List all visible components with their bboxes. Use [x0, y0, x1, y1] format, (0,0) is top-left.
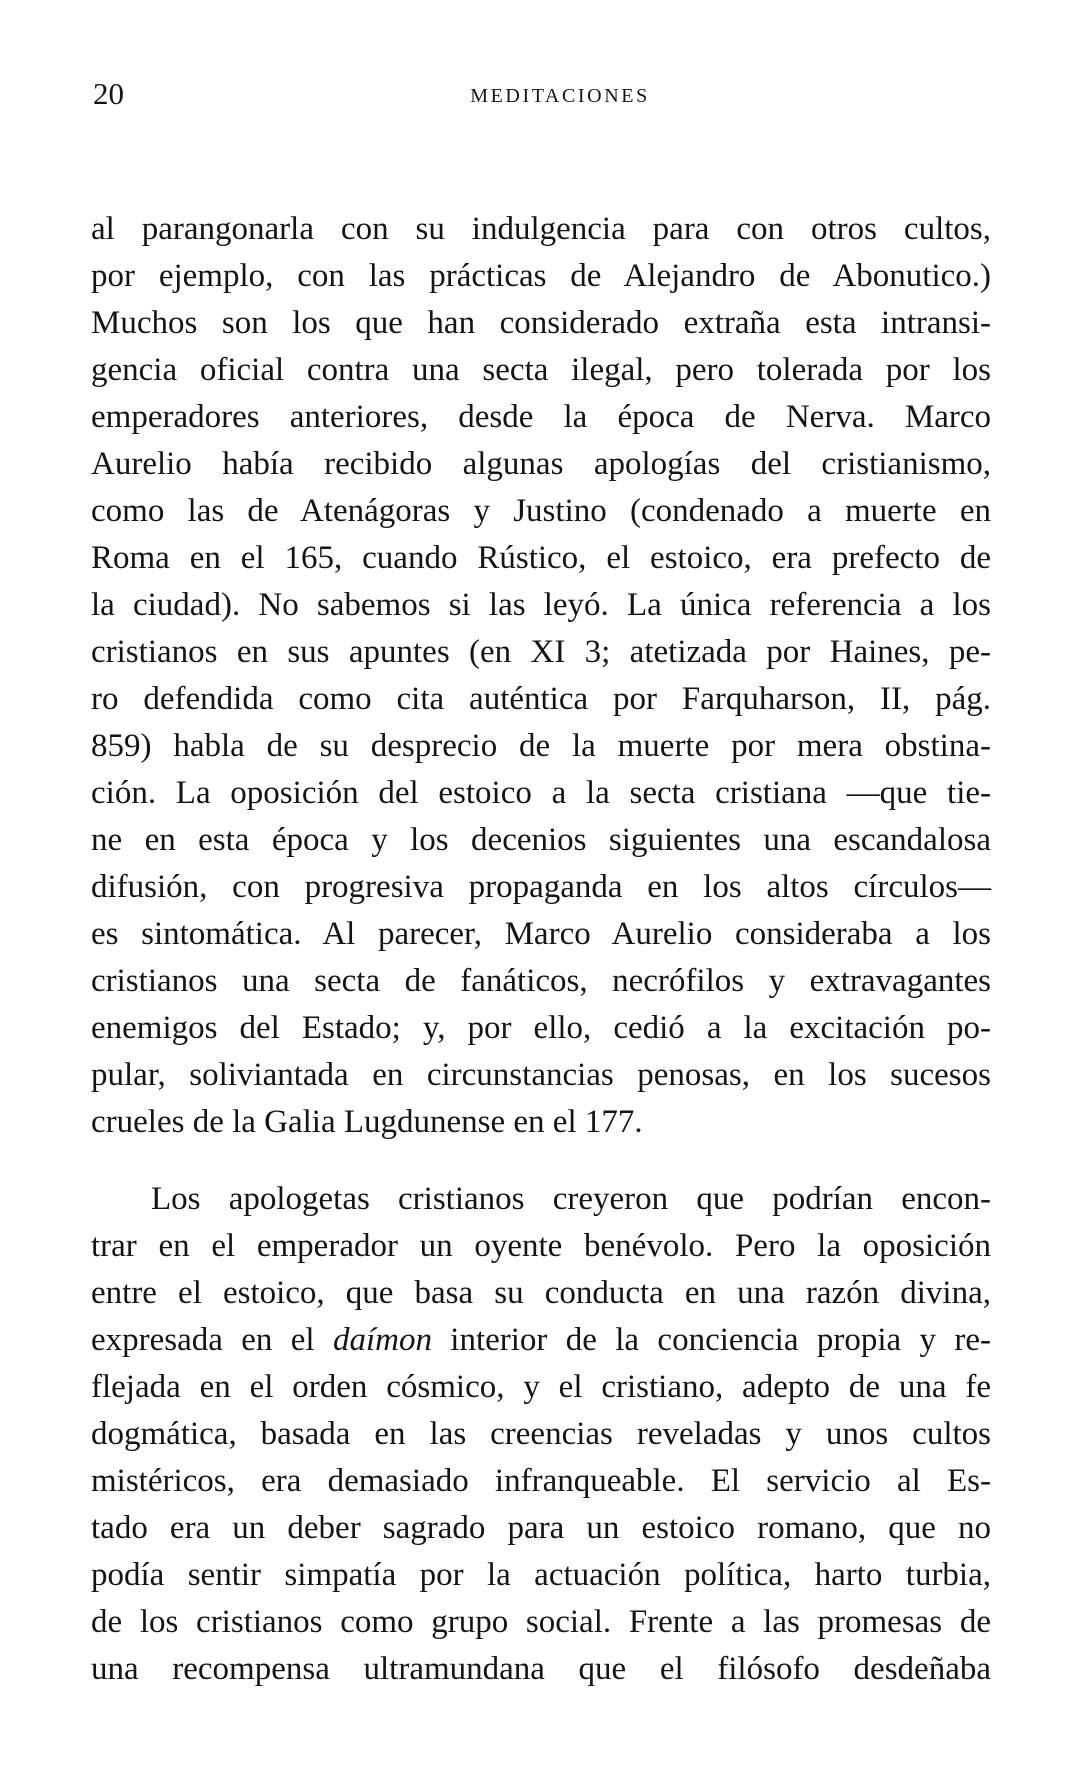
- text-line: al parangonarla con su indulgencia para con otros cultos,: [91, 211, 991, 247]
- text-line: Aurelio había recibido algunas apologías del cristianismo,: [91, 446, 991, 482]
- text-line: entre el estoico, que basa su conducta en una razón divina,: [91, 1275, 991, 1311]
- text-line: 859) habla de su desprecio de la muerte por mera obstina-: [91, 728, 991, 764]
- text-run: expresada en el: [91, 1322, 333, 1358]
- running-head: MEDITACIONES: [470, 85, 650, 107]
- text-line: tado era un deber sagrado para un estoico romano, que no: [91, 1510, 991, 1546]
- text-line: [91, 1317, 991, 1364]
- text-line: trar en el emperador un oyente benévolo. Pero la oposición: [91, 1228, 991, 1264]
- paragraph-2: [91, 1176, 991, 1693]
- text-line: pular, soliviantada en circunstancias penosas, en los sucesos: [91, 1057, 991, 1093]
- page-number: 20: [93, 76, 124, 111]
- text-line: ro defendida como cita auténtica por Farquharson, II, pág.: [91, 681, 991, 717]
- text-line: flejada en el orden cósmico, y el cristiano, adepto de una fe: [91, 1369, 991, 1405]
- paragraph-1: [91, 206, 991, 1146]
- text-line: emperadores anteriores, desde la época de Nerva. Marco: [91, 399, 991, 435]
- text-line: por ejemplo, con las prácticas de Alejandro de Abonutico.): [91, 258, 991, 294]
- text-line: como las de Atenágoras y Justino (condenado a muerte en: [91, 493, 991, 529]
- text-line: es sintomática. Al parecer, Marco Aurelio consideraba a los: [91, 916, 991, 952]
- text-line: crueles de la Galia Lugdunense en el 177.: [91, 1104, 643, 1140]
- text-run: interior de la conciencia propia y re-: [431, 1322, 991, 1358]
- text-line: la ciudad). No sabemos si las leyó. La única referencia a los: [91, 587, 991, 623]
- text-line: cristianos una secta de fanáticos, necrófilos y extravagantes: [91, 963, 991, 999]
- text-line: gencia oficial contra una secta ilegal, pero tolerada por los: [91, 352, 991, 388]
- text-line: ne en esta época y los decenios siguientes una escandalosa: [91, 822, 991, 858]
- text-line: ción. La oposición del estoico a la secta cristiana —que tie-: [91, 775, 991, 811]
- text-line: Roma en el 165, cuando Rústico, el estoico, era prefecto de: [91, 540, 991, 576]
- text-line: enemigos del Estado; y, por ello, cedió a la excitación po-: [91, 1010, 991, 1046]
- text-line: dogmática, basada en las creencias reveladas y unos cultos: [91, 1416, 991, 1452]
- text-line: cristianos en sus apuntes (en XI 3; atetizada por Haines, pe-: [91, 634, 991, 670]
- text-line: difusión, con progresiva propaganda en los altos círculos—: [91, 869, 991, 905]
- italic-term: daímon: [332, 1322, 432, 1358]
- text-line: Muchos son los que han considerado extraña esta intransi-: [91, 305, 991, 341]
- text-line: podía sentir simpatía por la actuación política, harto turbia,: [91, 1557, 991, 1593]
- text-line: de los cristianos como grupo social. Frente a las promesas de: [91, 1604, 991, 1640]
- text-line: Los apologetas cristianos creyeron que podrían encon-: [151, 1181, 991, 1217]
- text-line: una recompensa ultramundana que el filósofo desdeñaba: [91, 1651, 991, 1687]
- text-line: mistéricos, era demasiado infranqueable. El servicio al Es-: [91, 1463, 991, 1499]
